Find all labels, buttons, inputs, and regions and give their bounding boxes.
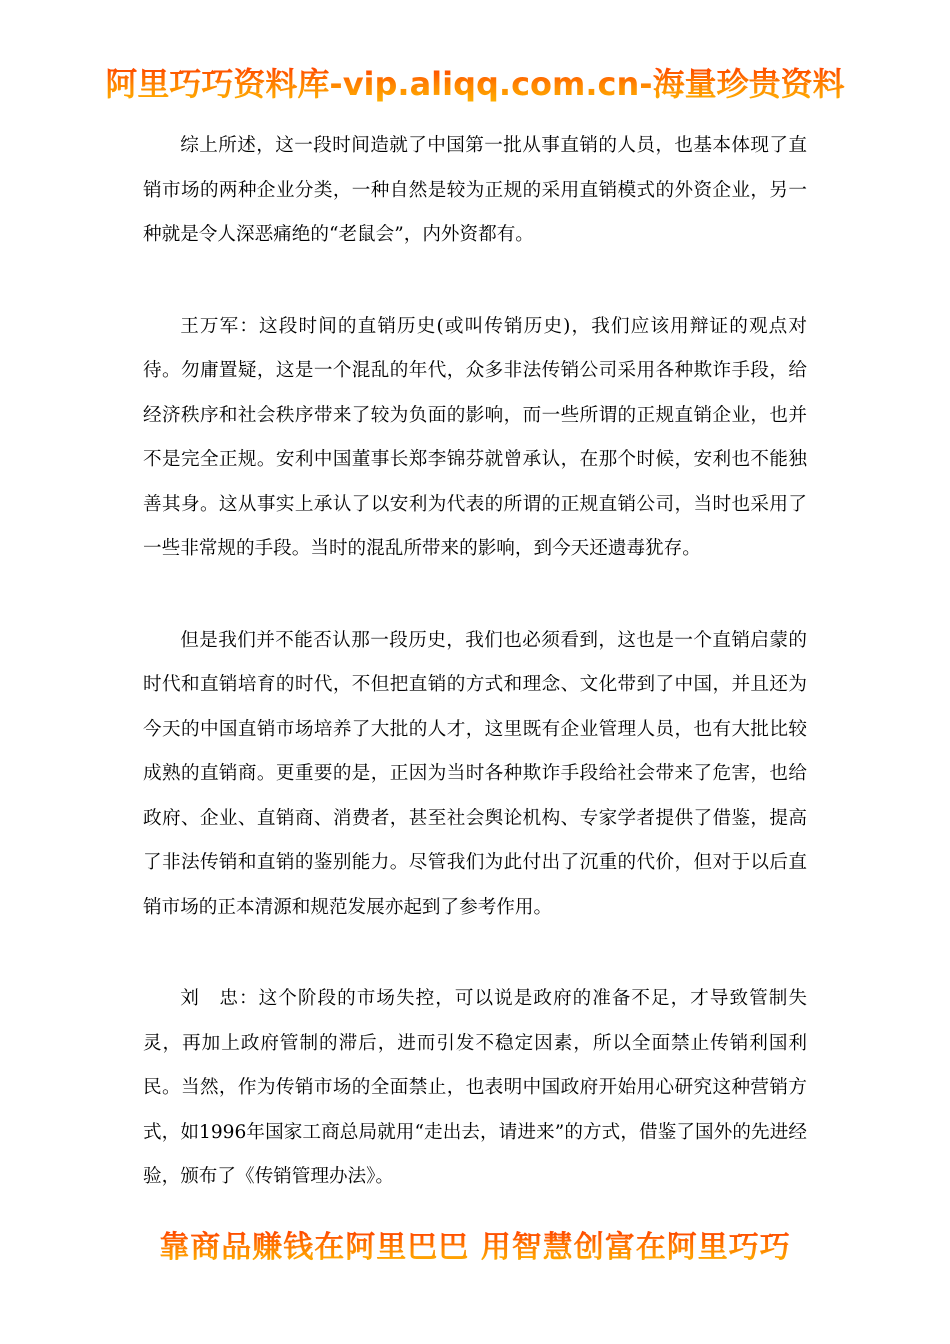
document-body: [143, 124, 807, 1247]
footer-banner: 靠商品赚钱在阿里巴巴 用智慧创富在阿里巧巧: [0, 1228, 950, 1268]
paragraph-wang-wanjun: 王万军：这段时间的直销历史(或叫传销历史)，我们应该用辩证的观点对待。勿庸置疑，这是一个混乱的年代，众多非法传销公司采用各种欺诈手段，给经济秩序和社会秩序带来了较为负面的影响，而一些所谓的正规直销企业，也并不是完全正规。安利中国董事长郑李锦芬就曾承认，在那个时候，安利也不能独善其身。这从事实上承认了以安利为代表的所谓的正规直销公司，当时也采用了一些非常规的手段。当时的混乱所带来的影响，到今天还遗毒犹存。: [143, 315, 807, 559]
paragraph-summary: 综上所述，这一段时间造就了中国第一批从事直销的人员，也基本体现了直销市场的两种企业分类，一种自然是较为正规的采用直销模式的外资企业，另一种就是令人深恶痛绝的“老鼠会”，内外资都有。: [143, 135, 807, 245]
paragraph-enlightenment-era: 但是我们并不能否认那一段历史，我们也必须看到，这也是一个直销启蒙的时代和直销培育的时代，不但把直销的方式和理念、文化带到了中国，并且还为今天的中国直销市场培养了大批的人才，这里既有企业管理人员，也有大批比较成熟的直销商。更重要的是，正因为当时各种欺诈手段给社会带来了危害，也给政府、企业、直销商、消费者，甚至社会舆论机构、专家学者提供了借鉴，提高了非法传销和直销的鉴别能力。尽管我们为此付出了沉重的代价，但对于以后直销市场的正本清源和规范发展亦起到了参考作用。: [143, 629, 807, 918]
paragraph-liu-zhong: 刘 忠：这个阶段的市场失控，可以说是政府的准备不足，才导致管制失灵，再加上政府管制的滞后，进而引发不稳定因素，所以全面禁止传销利国利民。当然，作为传销市场的全面禁止，也表明中国政府开始用心研究这种营销方式，如1996年国家工商总局就用“走出去，请进来”的方式，借鉴了国外的先进经验，颁布了《传销管理办法》。: [143, 988, 807, 1187]
header-banner: 阿里巧巧资料库-vip.aliqq.com.cn-海量珍贵资料: [0, 64, 950, 104]
